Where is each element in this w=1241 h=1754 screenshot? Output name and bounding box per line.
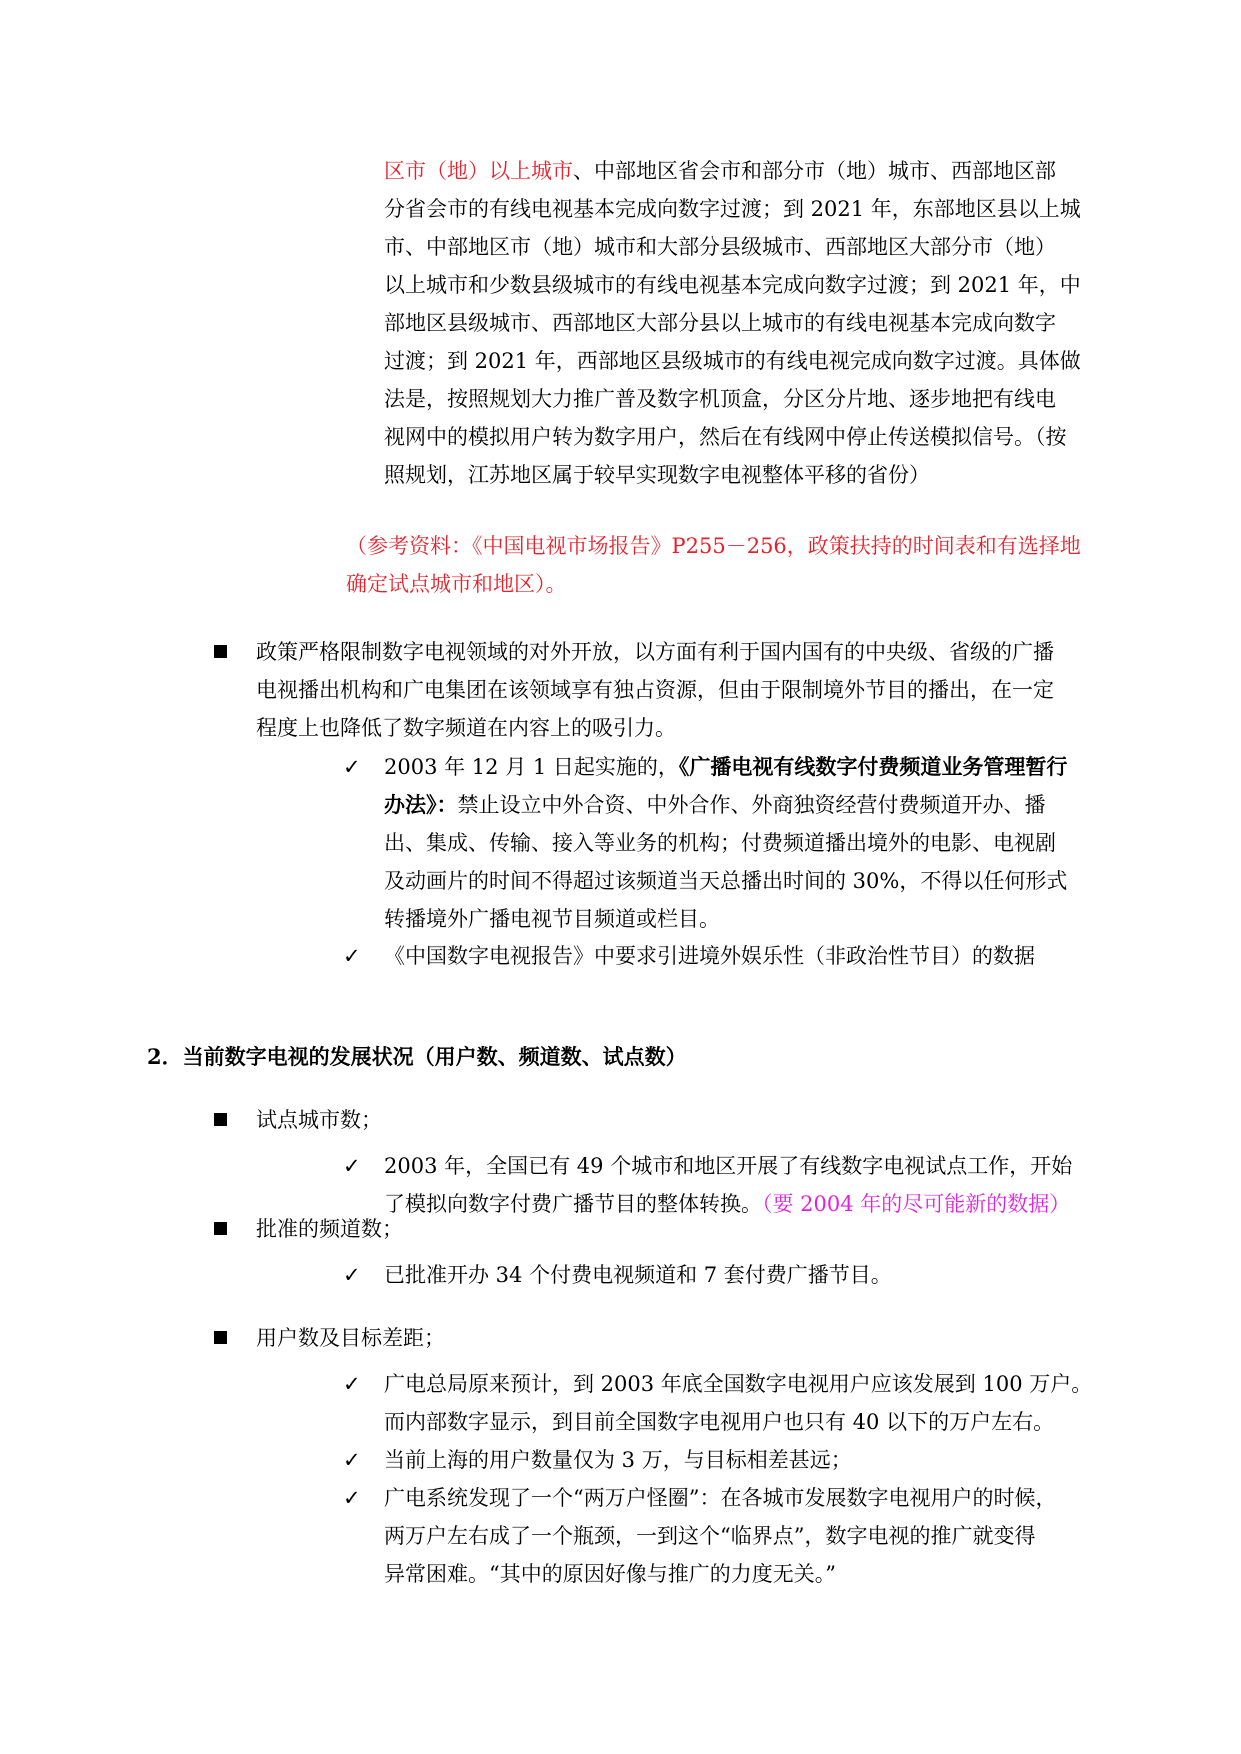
regulation-title: 《广播电视有线数字付费频道业务管理暂行 xyxy=(678,754,1068,779)
users-label: 用户数及目标差距； xyxy=(256,1326,445,1350)
square-bullet-icon xyxy=(214,1113,227,1126)
square-bullet-icon xyxy=(214,645,227,658)
policy-paragraph: 政策严格限制数字电视领域的对外开放，以方面有利于国内国有的中央级、省级的广播 电视播出机构和广电集团在该领域享有独占资源，但由于限制境外节目的播出，在一定 程度上也降低了数字频道在内容上的吸引力。 xyxy=(256,640,1054,740)
check-icon: ✓ xyxy=(343,755,361,779)
section-heading: 2．当前数字电视的发展状况（用户数、频道数、试点数） xyxy=(147,1044,687,1069)
pilot-label: 试点城市数； xyxy=(256,1108,382,1132)
timeline-line: 法是，按照规划大力推广普及数字机顶盒，分区分片地、逐步地把有线电 xyxy=(384,387,1056,411)
square-bullet-icon xyxy=(214,1222,227,1235)
red-highlight-text: 区市（地）以上城市 xyxy=(384,159,573,183)
timeline-paragraph xyxy=(384,152,1084,494)
check-icon: ✓ xyxy=(343,1263,361,1287)
channels-item: 已批准开办 34 个付费电视频道和 7 套付费广播节目。 xyxy=(384,1263,892,1287)
shanghai-users-item: 当前上海的用户数量仅为 3 万，与目标相差甚远； xyxy=(384,1448,852,1472)
regulation-item: 2003 年 12 月 1 日起实施的，《广播电视有线数字付费频道业务管理暂行 办法》：禁止设立中外合资、中外合作、外商独资经营付费频道开办、播 出、集成、传输、接入等业务的机构；付费频道播出境外的电影、电视剧 及动画片的时间不得超过该频道当天总播出时间的 30%，不得以任何形式 转播境外广播电视节目频道或栏目。 xyxy=(384,754,1068,931)
check-icon: ✓ xyxy=(343,1154,361,1178)
check-icon: ✓ xyxy=(343,1448,361,1472)
data-request-note: （要 2004 年的尽可能新的数据） xyxy=(762,1192,1071,1216)
timeline-line: 过渡；到 2021 年，西部地区县级城市的有线电视完成向数字过渡。具体做 xyxy=(384,349,1081,373)
timeline-line: 照规划，江苏地区属于较早实现数字电视整体平移的省份） xyxy=(384,463,930,487)
timeline-line: 以上城市和少数县级城市的有线电视基本完成向数字过渡；到 2021 年，中 xyxy=(384,273,1081,297)
timeline-line: 市、中部地区市（地）城市和大部分县级城市、西部地区大部分市（地） xyxy=(384,235,1056,259)
check-icon: ✓ xyxy=(343,1372,361,1396)
report-item: 《中国数字电视报告》中要求引进境外娱乐性（非政治性节目）的数据 xyxy=(384,944,1035,968)
timeline-line: 分省会市的有线电视基本完成向数字过渡；到 2021 年，东部地区县以上城 xyxy=(384,197,1081,221)
check-icon: ✓ xyxy=(343,1486,361,1510)
timeline-line: 区市（地）以上城市、中部地区省会市和部分市（地）城市、西部地区部 xyxy=(384,159,1056,183)
timeline-line: 部地区县级城市、西部地区大部分县以上城市的有线电视基本完成向数字 xyxy=(384,311,1056,335)
check-icon: ✓ xyxy=(343,944,361,968)
reference-note: （参考资料：《中国电视市场报告》P255－256，政策扶持的时间表和有选择地 确定试点城市和地区）。 xyxy=(346,534,1081,596)
timeline-line: 视网中的模拟用户转为数字用户，然后在有线网中停止传送模拟信号。（按 xyxy=(384,425,1067,449)
channels-label: 批准的频道数； xyxy=(256,1217,403,1241)
square-bullet-icon xyxy=(214,1331,227,1344)
users-forecast-item: 广电总局原来预计，到 2003 年底全国数字电视用户应该发展到 100 万户。 而内部数字显示，到目前全国数字电视用户也只有 40 以下的万户左右。 xyxy=(384,1372,1093,1434)
pilot-item: 2003 年，全国已有 49 个城市和地区开展了有线数字电视试点工作，开始 了模拟向数字付费广播节目的整体转换。（要 2004 年的尽可能新的数据） xyxy=(384,1154,1073,1216)
bottleneck-item: 广电系统发现了一个“两万户怪圈”：在各城市发展数字电视用户的时候， 两万户左右成了一个瓶颈，一到这个“临界点”，数字电视的推广就变得 异常困难。“其中的原因好像与推广的力度无关。” xyxy=(384,1486,1057,1586)
